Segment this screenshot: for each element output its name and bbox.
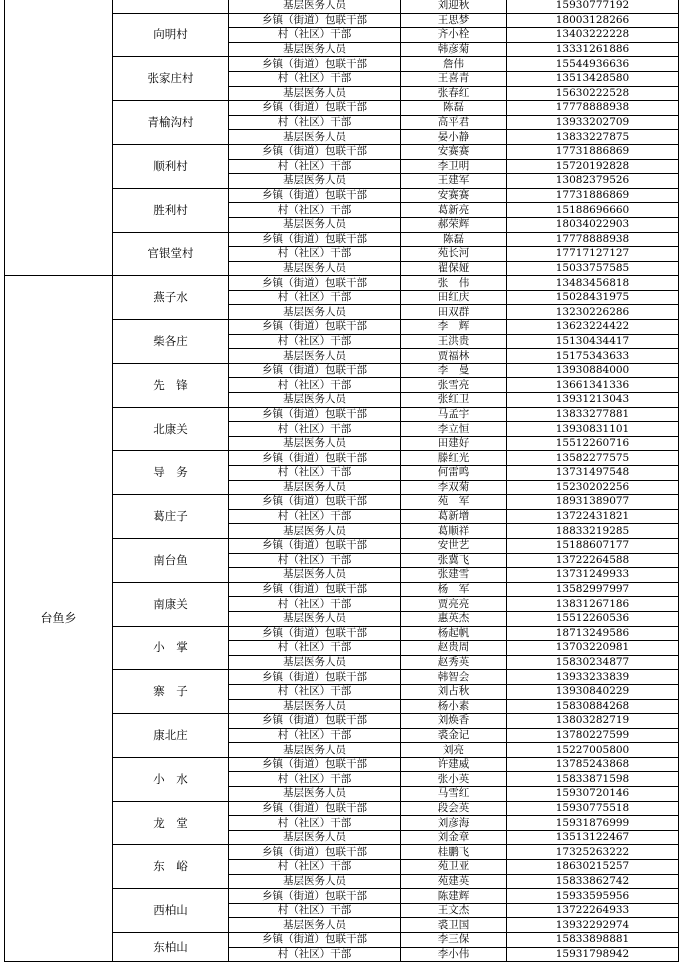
role-cell: 乡镇（街道）包联干部 — [229, 101, 401, 116]
name-cell: 王洪贵 — [401, 334, 507, 349]
role-cell: 乡镇（街道）包联干部 — [229, 801, 401, 816]
role-cell: 乡镇（街道）包联干部 — [229, 845, 401, 860]
role-cell: 村（社区）干部 — [229, 378, 401, 393]
role-cell: 乡镇（街道）包联干部 — [229, 188, 401, 203]
name-cell: 陈建辉 — [401, 889, 507, 904]
role-cell: 乡镇（街道）包联干部 — [229, 451, 401, 466]
phone-cell: 13230226286 — [507, 305, 679, 320]
village-cell: 顺利村 — [113, 144, 229, 188]
phone-cell: 13930884000 — [507, 363, 679, 378]
name-cell: 王思梦 — [401, 13, 507, 28]
phone-cell: 17778888938 — [507, 101, 679, 116]
phone-cell: 13722264588 — [507, 553, 679, 568]
role-cell: 基层医务人员 — [229, 42, 401, 57]
role-cell: 基层医务人员 — [229, 699, 401, 714]
village-cell: 北康关 — [113, 407, 229, 451]
role-cell: 村（社区）干部 — [229, 860, 401, 875]
phone-cell: 17731886869 — [507, 144, 679, 159]
role-cell: 基层医务人员 — [229, 874, 401, 889]
name-cell: 高平君 — [401, 115, 507, 130]
role-cell: 基层医务人员 — [229, 480, 401, 495]
village-cell: 向明村 — [113, 13, 229, 57]
role-cell: 村（社区）干部 — [229, 509, 401, 524]
name-cell: 裘卫国 — [401, 918, 507, 933]
village-cell: 龙 堂 — [113, 801, 229, 845]
name-cell: 刘金章 — [401, 830, 507, 845]
phone-cell: 13483456818 — [507, 276, 679, 291]
role-cell: 乡镇（街道）包联干部 — [229, 933, 401, 948]
role-cell: 村（社区）干部 — [229, 115, 401, 130]
name-cell: 翟保娅 — [401, 261, 507, 276]
phone-cell: 15930720146 — [507, 787, 679, 802]
role-cell: 基层医务人员 — [229, 261, 401, 276]
name-cell: 刘亮 — [401, 743, 507, 758]
role-cell: 村（社区）干部 — [229, 816, 401, 831]
role-cell: 基层医务人员 — [229, 830, 401, 845]
phone-cell: 13933233839 — [507, 670, 679, 685]
phone-cell: 13831267186 — [507, 597, 679, 612]
name-cell: 李小伟 — [401, 947, 507, 962]
name-cell: 张冀飞 — [401, 553, 507, 568]
role-cell: 村（社区）干部 — [229, 553, 401, 568]
name-cell: 王建军 — [401, 174, 507, 189]
phone-cell: 13931213043 — [507, 393, 679, 408]
name-cell: 刘彦海 — [401, 816, 507, 831]
name-cell: 齐小栓 — [401, 28, 507, 43]
phone-cell: 15931876999 — [507, 816, 679, 831]
phone-cell: 15833871598 — [507, 772, 679, 787]
phone-cell: 13930840229 — [507, 684, 679, 699]
contact-table — [4, 0, 679, 962]
name-cell: 苑 军 — [401, 495, 507, 510]
role-cell: 乡镇（街道）包联干部 — [229, 495, 401, 510]
village-cell: 张家庄村 — [113, 57, 229, 101]
name-cell: 刘迎秋 — [401, 0, 507, 13]
name-cell: 苑建英 — [401, 874, 507, 889]
role-cell: 村（社区）干部 — [229, 903, 401, 918]
role-cell: 基层医务人员 — [229, 0, 401, 13]
role-cell: 基层医务人员 — [229, 174, 401, 189]
phone-cell: 13933202709 — [507, 115, 679, 130]
phone-cell: 13930831101 — [507, 422, 679, 437]
village-cell-prev — [113, 0, 229, 13]
name-cell: 葛新增 — [401, 509, 507, 524]
phone-cell: 15833898881 — [507, 933, 679, 948]
phone-cell: 15830234877 — [507, 655, 679, 670]
role-cell: 村（社区）干部 — [229, 334, 401, 349]
role-cell: 乡镇（街道）包联干部 — [229, 670, 401, 685]
phone-cell: 18713249586 — [507, 626, 679, 641]
name-cell: 张 伟 — [401, 276, 507, 291]
name-cell: 张小英 — [401, 772, 507, 787]
role-cell: 村（社区）干部 — [229, 641, 401, 656]
phone-cell: 13785243868 — [507, 757, 679, 772]
phone-cell: 13513122467 — [507, 830, 679, 845]
phone-cell: 13513428580 — [507, 71, 679, 86]
name-cell: 裘金记 — [401, 728, 507, 743]
role-cell: 基层医务人员 — [229, 436, 401, 451]
phone-cell: 13780227599 — [507, 728, 679, 743]
village-cell: 葛庄子 — [113, 495, 229, 539]
name-cell: 田双群 — [401, 305, 507, 320]
phone-cell: 13623224422 — [507, 320, 679, 335]
role-cell: 村（社区）干部 — [229, 684, 401, 699]
name-cell: 葛顺祥 — [401, 524, 507, 539]
village-cell: 西柏山 — [113, 889, 229, 933]
role-cell: 乡镇（街道）包联干部 — [229, 232, 401, 247]
name-cell: 李卫明 — [401, 159, 507, 174]
phone-cell: 18833219285 — [507, 524, 679, 539]
name-cell: 李 曼 — [401, 363, 507, 378]
role-cell: 村（社区）干部 — [229, 247, 401, 262]
name-cell: 郝荣辉 — [401, 217, 507, 232]
name-cell: 桂鹏飞 — [401, 845, 507, 860]
role-cell: 基层医务人员 — [229, 305, 401, 320]
name-cell: 陈磊 — [401, 232, 507, 247]
contact-table-body — [5, 0, 679, 962]
name-cell: 韩智会 — [401, 670, 507, 685]
role-cell: 基层医务人员 — [229, 349, 401, 364]
phone-cell: 15833862742 — [507, 874, 679, 889]
name-cell: 滕红光 — [401, 451, 507, 466]
name-cell: 王文杰 — [401, 903, 507, 918]
phone-cell: 15028431975 — [507, 290, 679, 305]
role-cell: 基层医务人员 — [229, 918, 401, 933]
role-cell: 乡镇（街道）包联干部 — [229, 582, 401, 597]
name-cell: 李三保 — [401, 933, 507, 948]
name-cell: 李立恒 — [401, 422, 507, 437]
village-cell: 小 掌 — [113, 626, 229, 670]
name-cell: 惠英杰 — [401, 611, 507, 626]
village-cell: 柴各庄 — [113, 320, 229, 364]
name-cell: 张建雪 — [401, 568, 507, 583]
role-cell: 村（社区）干部 — [229, 159, 401, 174]
village-cell: 小 水 — [113, 757, 229, 801]
phone-cell: 15033757585 — [507, 261, 679, 276]
name-cell: 何雷鸣 — [401, 466, 507, 481]
role-cell: 乡镇（街道）包联干部 — [229, 13, 401, 28]
phone-cell: 17325263222 — [507, 845, 679, 860]
table-row — [5, 276, 679, 291]
name-cell: 安赛赛 — [401, 188, 507, 203]
role-cell: 村（社区）干部 — [229, 947, 401, 962]
phone-cell: 13833227875 — [507, 130, 679, 145]
role-cell: 基层医务人员 — [229, 217, 401, 232]
name-cell: 张红卫 — [401, 393, 507, 408]
name-cell: 王喜青 — [401, 71, 507, 86]
name-cell: 杨起帆 — [401, 626, 507, 641]
role-cell: 村（社区）干部 — [229, 203, 401, 218]
role-cell: 基层医务人员 — [229, 130, 401, 145]
name-cell: 杨小素 — [401, 699, 507, 714]
role-cell: 乡镇（街道）包联干部 — [229, 407, 401, 422]
name-cell: 葛新亮 — [401, 203, 507, 218]
role-cell: 乡镇（街道）包联干部 — [229, 363, 401, 378]
role-cell: 村（社区）干部 — [229, 466, 401, 481]
role-cell: 村（社区）干部 — [229, 71, 401, 86]
phone-cell: 15830884268 — [507, 699, 679, 714]
name-cell: 田建好 — [401, 436, 507, 451]
phone-cell: 15227005800 — [507, 743, 679, 758]
role-cell: 乡镇（街道）包联干部 — [229, 538, 401, 553]
village-cell: 导 务 — [113, 451, 229, 495]
name-cell: 张雪亮 — [401, 378, 507, 393]
name-cell: 詹伟 — [401, 57, 507, 72]
role-cell: 村（社区）干部 — [229, 597, 401, 612]
name-cell: 安世艺 — [401, 538, 507, 553]
phone-cell: 13082379526 — [507, 174, 679, 189]
name-cell: 李 辉 — [401, 320, 507, 335]
phone-cell: 18931389077 — [507, 495, 679, 510]
role-cell: 基层医务人员 — [229, 86, 401, 101]
table-row — [5, 0, 679, 13]
role-cell: 基层医务人员 — [229, 568, 401, 583]
role-cell: 乡镇（街道）包联干部 — [229, 626, 401, 641]
role-cell: 村（社区）干部 — [229, 290, 401, 305]
phone-cell: 15230202256 — [507, 480, 679, 495]
phone-cell: 15544936636 — [507, 57, 679, 72]
role-cell: 乡镇（街道）包联干部 — [229, 320, 401, 335]
phone-cell: 13703220981 — [507, 641, 679, 656]
name-cell: 张春红 — [401, 86, 507, 101]
village-cell: 胜利村 — [113, 188, 229, 232]
phone-cell: 13722264933 — [507, 903, 679, 918]
phone-cell: 13803282719 — [507, 714, 679, 729]
phone-cell: 13731497548 — [507, 466, 679, 481]
phone-cell: 13731249933 — [507, 568, 679, 583]
role-cell: 乡镇（街道）包联干部 — [229, 57, 401, 72]
role-cell: 基层医务人员 — [229, 611, 401, 626]
phone-cell: 13582997997 — [507, 582, 679, 597]
name-cell: 刘占秋 — [401, 684, 507, 699]
name-cell: 韩彦菊 — [401, 42, 507, 57]
phone-cell: 15720192828 — [507, 159, 679, 174]
name-cell: 赵贵周 — [401, 641, 507, 656]
name-cell: 苑长河 — [401, 247, 507, 262]
phone-cell: 15930775518 — [507, 801, 679, 816]
phone-cell: 18034022903 — [507, 217, 679, 232]
role-cell: 村（社区）干部 — [229, 772, 401, 787]
name-cell: 马孟宇 — [401, 407, 507, 422]
name-cell: 许建威 — [401, 757, 507, 772]
name-cell: 杨 军 — [401, 582, 507, 597]
role-cell: 基层医务人员 — [229, 524, 401, 539]
name-cell: 段会英 — [401, 801, 507, 816]
phone-cell: 13331261886 — [507, 42, 679, 57]
name-cell: 马雪红 — [401, 787, 507, 802]
role-cell: 村（社区）干部 — [229, 728, 401, 743]
name-cell: 苑卫亚 — [401, 860, 507, 875]
role-cell: 村（社区）干部 — [229, 28, 401, 43]
role-cell: 基层医务人员 — [229, 787, 401, 802]
phone-cell: 15931798942 — [507, 947, 679, 962]
phone-cell: 13722431821 — [507, 509, 679, 524]
name-cell: 田红庆 — [401, 290, 507, 305]
village-cell: 南康关 — [113, 582, 229, 626]
role-cell: 乡镇（街道）包联干部 — [229, 714, 401, 729]
village-cell: 东柏山 — [113, 933, 229, 962]
phone-cell: 18630215257 — [507, 860, 679, 875]
phone-cell: 13661341336 — [507, 378, 679, 393]
phone-cell: 17731886869 — [507, 188, 679, 203]
village-cell: 官银堂村 — [113, 232, 229, 276]
name-cell: 李双菊 — [401, 480, 507, 495]
role-cell: 乡镇（街道）包联干部 — [229, 276, 401, 291]
role-cell: 村（社区）干部 — [229, 422, 401, 437]
name-cell: 晏小静 — [401, 130, 507, 145]
village-cell: 南台鱼 — [113, 538, 229, 582]
phone-cell: 15188607177 — [507, 538, 679, 553]
role-cell: 乡镇（街道）包联干部 — [229, 757, 401, 772]
phone-cell: 15512260536 — [507, 611, 679, 626]
phone-cell: 17778888938 — [507, 232, 679, 247]
name-cell: 贾福林 — [401, 349, 507, 364]
village-cell: 青榆沟村 — [113, 101, 229, 145]
village-cell: 燕子水 — [113, 276, 229, 320]
phone-cell: 15630222528 — [507, 86, 679, 101]
phone-cell: 17717127127 — [507, 247, 679, 262]
phone-cell: 13833277881 — [507, 407, 679, 422]
phone-cell: 15933595956 — [507, 889, 679, 904]
role-cell: 基层医务人员 — [229, 393, 401, 408]
phone-cell: 15512260716 — [507, 436, 679, 451]
role-cell: 基层医务人员 — [229, 743, 401, 758]
name-cell: 贾亮亮 — [401, 597, 507, 612]
phone-cell: 13403222228 — [507, 28, 679, 43]
name-cell: 赵秀英 — [401, 655, 507, 670]
role-cell: 乡镇（街道）包联干部 — [229, 889, 401, 904]
phone-cell: 15188696660 — [507, 203, 679, 218]
phone-cell: 15175343633 — [507, 349, 679, 364]
township-cell: 台鱼乡 — [5, 276, 113, 962]
name-cell: 陈磊 — [401, 101, 507, 116]
phone-cell: 15130434417 — [507, 334, 679, 349]
village-cell: 康北庄 — [113, 714, 229, 758]
phone-cell: 18003128266 — [507, 13, 679, 28]
township-cell-prev — [5, 0, 113, 276]
village-cell: 东 峪 — [113, 845, 229, 889]
phone-cell: 13932292974 — [507, 918, 679, 933]
village-cell: 先 锋 — [113, 363, 229, 407]
name-cell: 安赛赛 — [401, 144, 507, 159]
role-cell: 乡镇（街道）包联干部 — [229, 144, 401, 159]
phone-cell: 13582277575 — [507, 451, 679, 466]
role-cell: 基层医务人员 — [229, 655, 401, 670]
phone-cell: 15930777192 — [507, 0, 679, 13]
name-cell: 刘焕香 — [401, 714, 507, 729]
village-cell: 寨 子 — [113, 670, 229, 714]
